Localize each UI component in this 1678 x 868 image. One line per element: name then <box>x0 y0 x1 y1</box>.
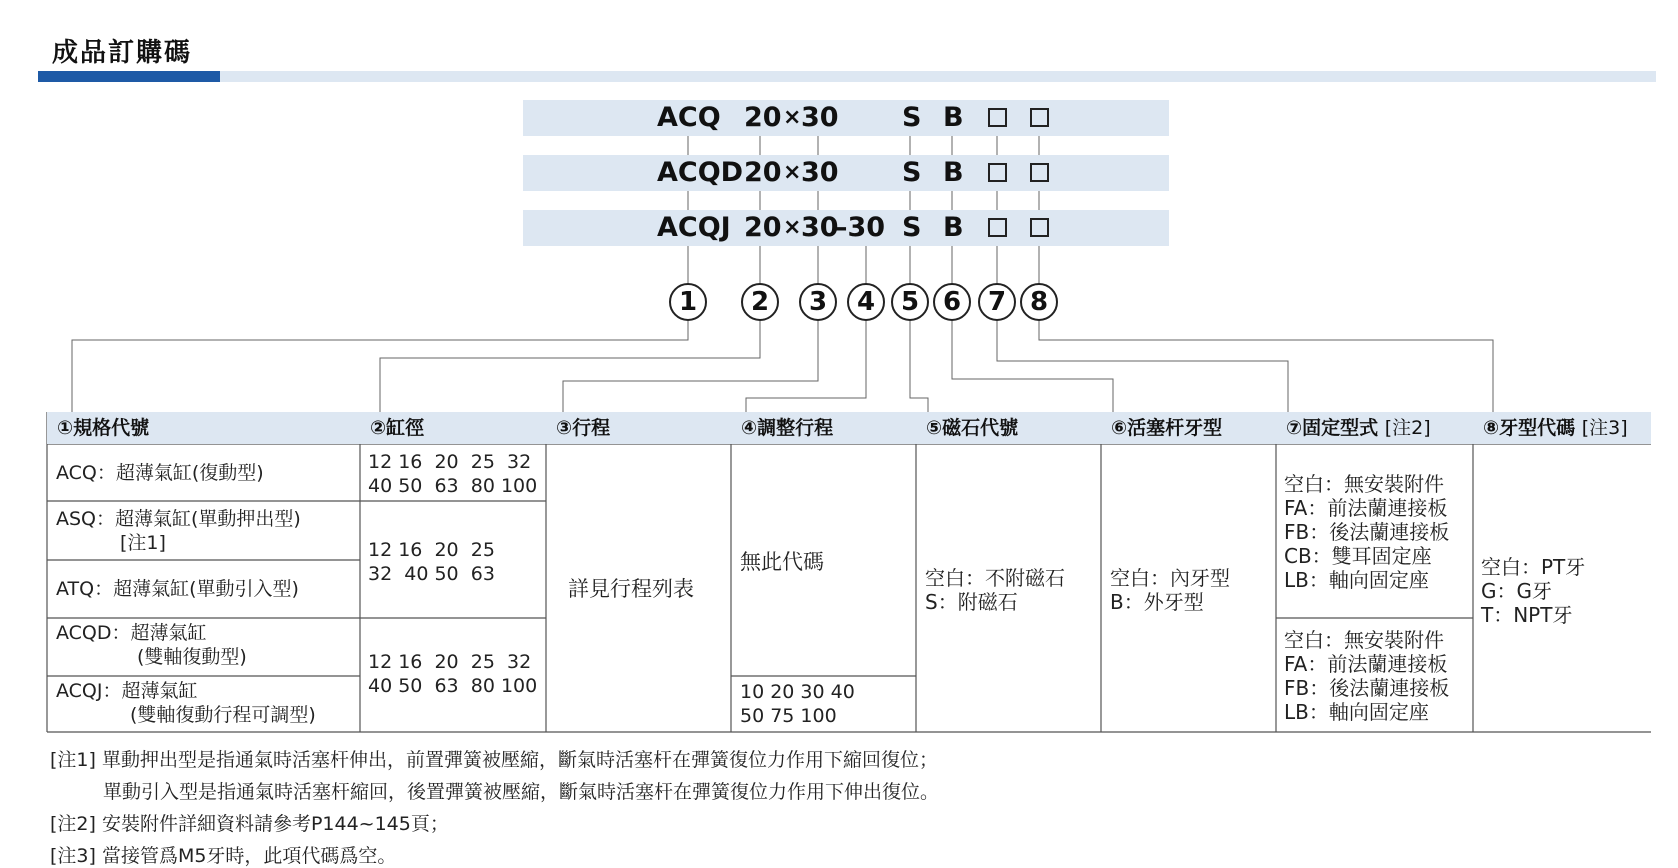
circle-1: 1 <box>669 283 707 321</box>
header-port-thread <box>1473 412 1651 444</box>
header-port-thread-label: ⑧牙型代碼 <box>1483 417 1576 439</box>
mount-option: CB：雙耳固定座 <box>1284 544 1432 568</box>
rod-thread-option: 空白：內牙型 <box>1110 566 1230 590</box>
code-size: 20 <box>744 102 782 133</box>
circle-8: 8 <box>1020 283 1058 321</box>
page-title: 成品訂購碼 <box>52 38 193 68</box>
footnote-3: [注3] 當接管爲M5牙時，此項代碼爲空。 <box>50 845 397 867</box>
adjust-values: 50 75 100 <box>740 705 837 727</box>
code-adjust-stroke: –30 <box>834 212 886 243</box>
port-thread-option: T：NPT牙 <box>1481 603 1573 627</box>
bore-group-2: 32 40 50 63 <box>368 563 495 585</box>
bore-group-1: 40 50 63 80 100 <box>368 475 538 497</box>
footnote-1: [注1] 單動押出型是指通氣時活塞杆伸出，前置彈簧被壓縮，斷氣時活塞杆在彈簧復位力作用下縮回復位； <box>50 749 938 771</box>
code-blank-box <box>988 163 1007 182</box>
code-magnet: S <box>902 102 922 133</box>
magnet-option: 空白：不附磁石 <box>925 566 1065 590</box>
code-size: 20 <box>744 157 782 188</box>
circle-2: 2 <box>741 283 779 321</box>
code-stroke: 30 <box>801 102 839 133</box>
circle-7: 7 <box>978 283 1016 321</box>
header-stroke: ③行程 <box>556 417 611 439</box>
bore-group-3: 40 50 63 80 100 <box>368 675 538 697</box>
mount-option: FB：後法蘭連接板 <box>1284 676 1450 700</box>
header-mounting-note: [注2] <box>1384 417 1431 439</box>
code-row-acqd <box>523 155 1169 191</box>
code-row-acq <box>523 100 1169 136</box>
code-model: ACQJ <box>657 212 731 243</box>
mount-option: 空白：無安裝附件 <box>1284 628 1444 652</box>
stroke-text: 詳見行程列表 <box>568 577 694 601</box>
code-rod-thread: B <box>943 157 964 188</box>
code-times: × <box>783 215 802 240</box>
mount-option: FA：前法蘭連接板 <box>1284 652 1448 676</box>
bore-group-3: 12 16 20 25 32 <box>368 651 532 673</box>
port-thread-option: G：G牙 <box>1481 579 1552 603</box>
code-times: × <box>783 160 802 185</box>
header-magnet-code: ⑤磁石代號 <box>926 417 1019 439</box>
adjust-none: 無此代碼 <box>740 550 824 574</box>
code-size: 20 <box>744 212 782 243</box>
spec-acqd: ACQD：超薄氣缸 <box>56 622 207 644</box>
code-blank-box <box>1030 108 1049 127</box>
circle-3: 3 <box>799 283 837 321</box>
code-stroke: 30 <box>801 157 839 188</box>
code-blank-box <box>1030 163 1049 182</box>
code-blank-box <box>988 218 1007 237</box>
mount-option: LB：軸向固定座 <box>1284 568 1429 592</box>
spec-acqd-desc: (雙軸復動型) <box>137 646 247 668</box>
mount-option: 空白：無安裝附件 <box>1284 472 1444 496</box>
header-mounting-label: ⑦固定型式 <box>1286 417 1379 439</box>
code-magnet: S <box>902 212 922 243</box>
code-stroke: 30 <box>801 212 839 243</box>
header-bore: ②缸徑 <box>370 417 425 439</box>
code-model: ACQ <box>657 102 721 133</box>
adjust-values: 10 20 30 40 <box>740 681 855 703</box>
header-port-thread-note: [注3] <box>1581 417 1628 439</box>
bore-group-2: 12 16 20 25 <box>368 539 495 561</box>
port-thread-option: 空白：PT牙 <box>1481 555 1586 579</box>
header-adjust-stroke: ④調整行程 <box>741 417 834 439</box>
mount-option: FB：後法蘭連接板 <box>1284 520 1450 544</box>
mount-option: FA：前法蘭連接板 <box>1284 496 1448 520</box>
spec-asq-note: [注1] <box>120 532 166 554</box>
code-times: × <box>783 105 802 130</box>
spec-atq: ATQ：超薄氣缸(單動引入型) <box>56 578 299 600</box>
spec-acq: ACQ：超薄氣缸(復動型) <box>56 462 264 484</box>
footnote-2: [注2] 安裝附件詳細資料請參考P144~145頁； <box>50 813 449 835</box>
magnet-option: S：附磁石 <box>925 590 1018 614</box>
footnote-1b: 單動引入型是指通氣時活塞杆縮回，後置彈簧被壓縮，斷氣時活塞杆在彈簧復位力作用下伸出復位。 <box>103 781 940 803</box>
header-rod-thread: ⑥活塞杆牙型 <box>1111 417 1223 439</box>
mount-option: LB：軸向固定座 <box>1284 700 1429 724</box>
circle-6: 6 <box>933 283 971 321</box>
code-blank-box <box>1030 218 1049 237</box>
circle-4: 4 <box>847 283 885 321</box>
spec-acqj-desc: (雙軸復動行程可調型) <box>130 704 316 726</box>
header-mounting <box>1276 412 1473 444</box>
code-blank-box <box>988 108 1007 127</box>
circle-5: 5 <box>891 283 929 321</box>
code-magnet: S <box>902 157 922 188</box>
code-rod-thread: B <box>943 212 964 243</box>
header-spec-code: ①規格代號 <box>57 417 150 439</box>
spec-acqj: ACQJ：超薄氣缸 <box>56 680 198 702</box>
code-model: ACQD <box>657 157 744 188</box>
code-rod-thread: B <box>943 102 964 133</box>
spec-asq: ASQ：超薄氣缸(單動押出型) <box>56 508 301 530</box>
rod-thread-option: B：外牙型 <box>1110 590 1204 614</box>
bore-group-1: 12 16 20 25 32 <box>368 451 532 473</box>
